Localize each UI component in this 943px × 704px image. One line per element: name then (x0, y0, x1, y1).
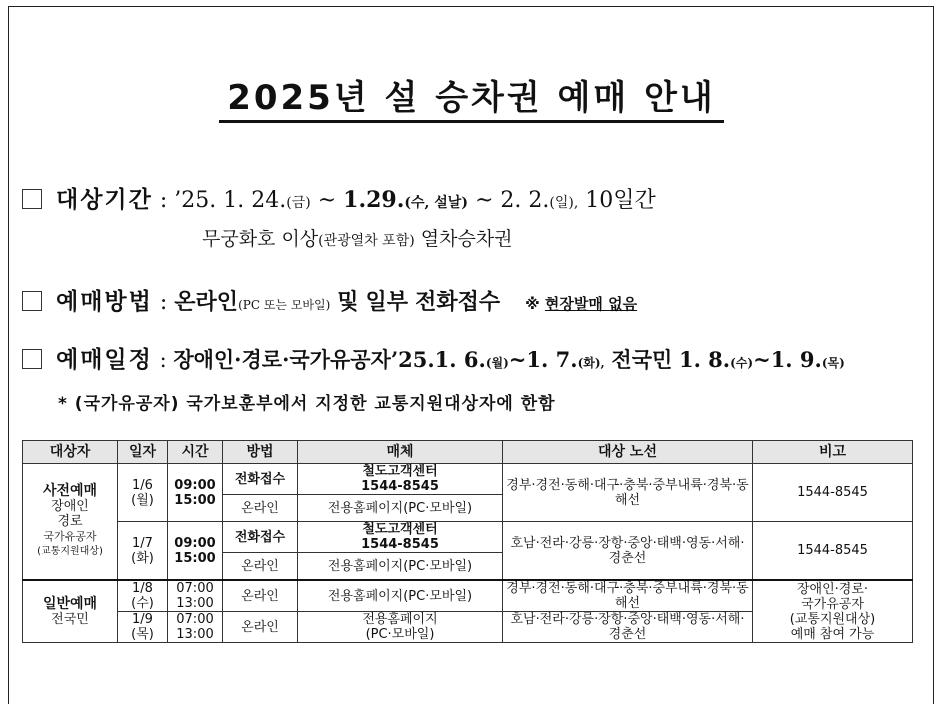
general-booking-everyone: 전국민 (51, 611, 89, 627)
route-cell: 호남·전라·강릉·장항·중앙·태백·영동·서해·경춘선 (503, 522, 753, 581)
media-homepage (298, 612, 503, 643)
schedule-group-general: 전국민 (611, 347, 673, 372)
method-online-cell: 온라인 (223, 495, 298, 522)
pre-booking-veterans-note: (교통지원대상) (37, 546, 103, 557)
period-line (22, 181, 656, 214)
media-homepage: 전용홈페이지(PC·모바일) (298, 553, 503, 581)
method-online-note: (PC 또는 모바일) (238, 298, 331, 312)
pre-booking-disabled: 장애인 (51, 499, 89, 514)
day: (수) (131, 596, 154, 611)
homepage-devices: (PC·모바일) (365, 627, 435, 642)
method-partial: 일부 (365, 289, 409, 315)
header-route: 대상 노선 (503, 441, 753, 464)
general-booking-title: 일반예매 (42, 595, 98, 612)
method-online-cell: 온라인 (223, 580, 298, 612)
method-online-cell: 온라인 (223, 612, 298, 643)
header-method: 방법 (223, 441, 298, 464)
table-header-row (23, 441, 913, 464)
tilde: ~ (508, 347, 527, 372)
schedule-date: 1. 6. (434, 347, 486, 372)
table-row (23, 464, 913, 495)
call-center-name: 철도고객센터 (362, 464, 438, 479)
checkbox-icon (22, 291, 42, 311)
method-online: 온라인 (174, 289, 239, 315)
period-date-start: ’25. 1. 24. (174, 188, 287, 213)
period-date-seollal: 1.29. (343, 187, 405, 213)
method-note (525, 295, 637, 313)
train-class: 무궁화호 이상 (202, 228, 319, 250)
call-center-number: 1544-8545 (361, 479, 439, 494)
time-end: 13:00 (176, 627, 214, 642)
page-title: 2025년 설 승차권 예매 안내 (0, 70, 943, 119)
schedule-line (22, 341, 845, 374)
checkbox-icon (22, 349, 42, 369)
route-cell: 경부·경전·동해·대구·충북·중부내륙·경북·동해선 (503, 464, 753, 522)
date: 1/7 (132, 535, 153, 551)
day: (월) (131, 492, 154, 508)
time-start: 07:00 (176, 581, 214, 596)
period-scope (202, 224, 513, 251)
method-phone: 전화접수 (415, 289, 501, 315)
method-label: 예매방법 (56, 288, 153, 315)
no-onsite-sales: 현장발매 없음 (544, 295, 638, 313)
route-cell: 호남·전라·강릉·장항·중앙·태백·영동·서해·경춘선 (503, 612, 753, 643)
homepage-label: 전용홈페이지 (362, 612, 438, 627)
table-row (23, 580, 913, 612)
date-cell (118, 522, 168, 581)
method-phone-cell: 전화접수 (223, 522, 298, 553)
remark-cell (753, 580, 913, 643)
media-homepage: 전용홈페이지(PC·모바일) (298, 495, 503, 522)
period-day-end: (일), (549, 195, 579, 211)
time-cell (168, 522, 223, 581)
schedule-year: ’25. (390, 347, 435, 372)
pre-booking-elderly: 경로 (57, 514, 83, 529)
colon: : (159, 188, 168, 213)
train-class-note: (관광열차 포함) (318, 233, 415, 249)
period-date-end: 2. 2. (500, 188, 550, 213)
media-call-center (298, 464, 503, 495)
day: (목) (131, 627, 154, 642)
remark-line: 장애인·경로· (796, 581, 869, 597)
schedule-day: (수) (730, 356, 754, 370)
schedule-day: (목) (821, 356, 845, 370)
schedule-date: 1. 9. (770, 347, 822, 372)
period-duration: 10일간 (585, 188, 656, 213)
schedule-date: 1. 8. (678, 347, 731, 372)
route-cell: 경부·경전·동해·대구·충북·중부내륙·경북·동해선 (503, 580, 753, 612)
table-row (23, 522, 913, 553)
schedule-label: 예매일정 (56, 346, 153, 373)
period-day-start: (금) (286, 195, 311, 211)
colon: : (159, 348, 167, 372)
remark-line: 국가유공자 (801, 596, 864, 612)
schedule-footnote: * (국가유공자) 국가보훈부에서 지정한 교통지원대상자에 한함 (58, 394, 556, 414)
schedule-day: (월) (485, 356, 509, 370)
media-call-center (298, 522, 503, 553)
date: 1/8 (132, 581, 153, 596)
checkbox-icon (22, 189, 42, 209)
remark-line: (교통지원대상) (789, 611, 876, 627)
day: (화) (131, 550, 154, 566)
time-cell (168, 464, 223, 522)
date-cell (118, 612, 168, 643)
time-phone: 09:00 (174, 535, 216, 551)
schedule-day: (화), (577, 356, 605, 370)
general-booking-cell (23, 580, 118, 643)
pre-booking-title: 사전예매 (42, 483, 98, 499)
schedule-group-priority: 장애인·경로·국가유공자 (173, 347, 391, 372)
reservation-table (22, 440, 913, 643)
header-time: 시간 (168, 441, 223, 464)
call-center-number: 1544-8545 (361, 537, 439, 552)
call-center-name: 철도고객센터 (362, 522, 438, 537)
method-online-cell: 온라인 (223, 553, 298, 581)
remark-line: 예매 참여 가능 (790, 626, 875, 642)
time-end: 13:00 (176, 596, 214, 611)
ticket-type: 열차승차권 (420, 228, 513, 250)
time-cell (168, 580, 223, 612)
time-phone: 09:00 (174, 477, 216, 493)
time-online: 15:00 (174, 492, 216, 508)
header-target: 대상자 (23, 441, 118, 464)
period-label: 대상기간 (56, 186, 153, 213)
pre-booking-veterans: 국가유공자 (43, 530, 97, 543)
header-media: 매체 (298, 441, 503, 464)
header-date: 일자 (118, 441, 168, 464)
method-and: 및 (337, 289, 359, 315)
tilde: ~ (317, 188, 337, 213)
tilde: ~ (753, 347, 771, 372)
schedule-date: 1. 7. (526, 347, 578, 372)
date-cell (118, 464, 168, 522)
header-remark: 비고 (753, 441, 913, 464)
date-cell (118, 580, 168, 612)
date: 1/6 (132, 477, 153, 493)
time-online: 15:00 (174, 550, 216, 566)
note-mark: ※ (525, 295, 540, 313)
time-start: 07:00 (176, 612, 214, 627)
pre-booking-cell (23, 464, 118, 581)
date: 1/9 (132, 612, 153, 627)
method-phone-cell: 전화접수 (223, 464, 298, 495)
colon: : (159, 290, 168, 315)
remark-cell: 1544-8545 (753, 464, 913, 522)
period-day-seollal: (수, 설날) (404, 195, 468, 211)
tilde: ~ (474, 188, 494, 213)
method-line (22, 283, 637, 316)
remark-cell: 1544-8545 (753, 522, 913, 581)
time-cell (168, 612, 223, 643)
media-homepage: 전용홈페이지(PC·모바일) (298, 580, 503, 612)
